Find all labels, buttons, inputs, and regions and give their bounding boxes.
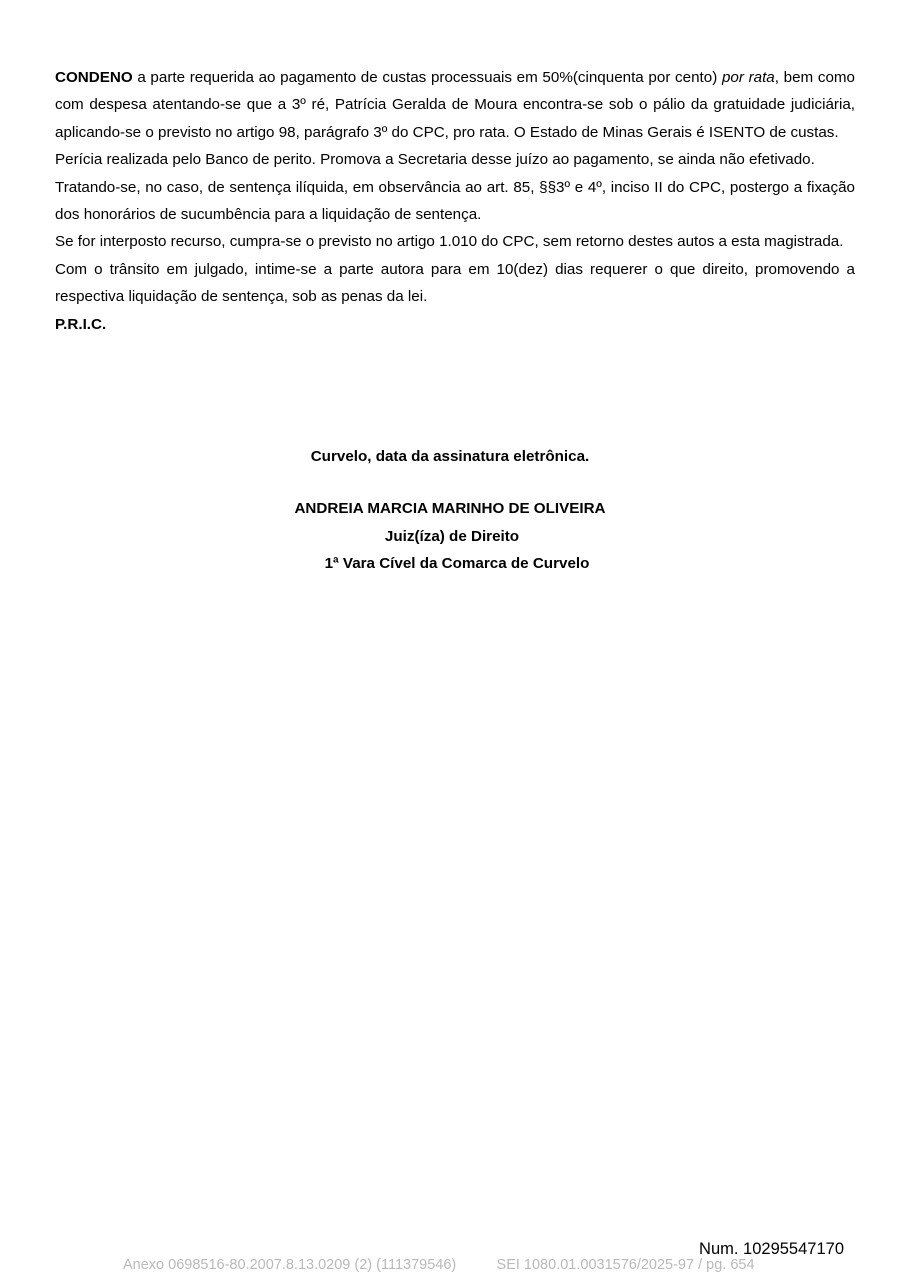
pric-label: P.R.I.C. — [55, 315, 107, 333]
condeno-bold: CONDENO — [55, 69, 133, 86]
paragraph-honorarios: Tratando-se, no caso, de sentença ilíquida, em observância ao art. 85, §§3º e 4º, inciso II do CPC, postergo a fixação dos honorários de sucumbência para a liquidação de sentença. — [55, 178, 855, 224]
signer-role: Juiz(íza) de Direito — [384, 528, 520, 545]
signer-court: 1ª Vara Cível da Comarca de Curvelo — [324, 555, 590, 572]
document-body — [55, 64, 855, 338]
signer-name: ANDREIA MARCIA MARINHO DE OLIVEIRA — [294, 500, 606, 517]
paragraph-condeno — [55, 64, 855, 146]
paragraph-condeno-text-2: , bem como com despesa atentando-se que a 3º ré, Patrícia Geralda de Moura encontra-se sob o pálio da gratuidade judiciária, aplicando-se o previsto no artigo 98, parágrafo 3º do CPC, pro rata. O Estado de Minas Gerais é ISENTO de custas. — [55, 69, 856, 141]
paragraph-pericia: Perícia realizada pelo Banco de perito. Promova a Secretaria desse juízo ao pagamento, se ainda não efetivado. — [55, 151, 815, 169]
footer-annex-ref: Anexo 0698516-80.2007.8.13.0209 (2) (111379546) — [123, 1257, 457, 1273]
place-date: Curvelo, data da assinatura eletrônica. — [310, 448, 590, 465]
paragraph-recurso: Se for interposto recurso, cumpra-se o previsto no artigo 1.010 do CPC, sem retorno destes autos a esta magistrada. — [55, 233, 844, 251]
por-rata-italic: por rata — [721, 69, 775, 86]
footer-sei-ref: SEI 1080.01.0031576/2025-97 / pg. 654 — [496, 1257, 755, 1273]
paragraph-condeno-text-1: a parte requerida ao pagamento de custas processuais em 50%(cinquenta por cento) — [132, 69, 722, 86]
document-number: Num. 10295547170 — [699, 1240, 844, 1258]
page-footer — [123, 1257, 755, 1273]
paragraph-transito: Com o trânsito em julgado, intime-se a parte autora para em 10(dez) dias requerer o que direito, promovendo a respectiva liquidação de sentença, sob as penas da lei. — [55, 260, 855, 306]
